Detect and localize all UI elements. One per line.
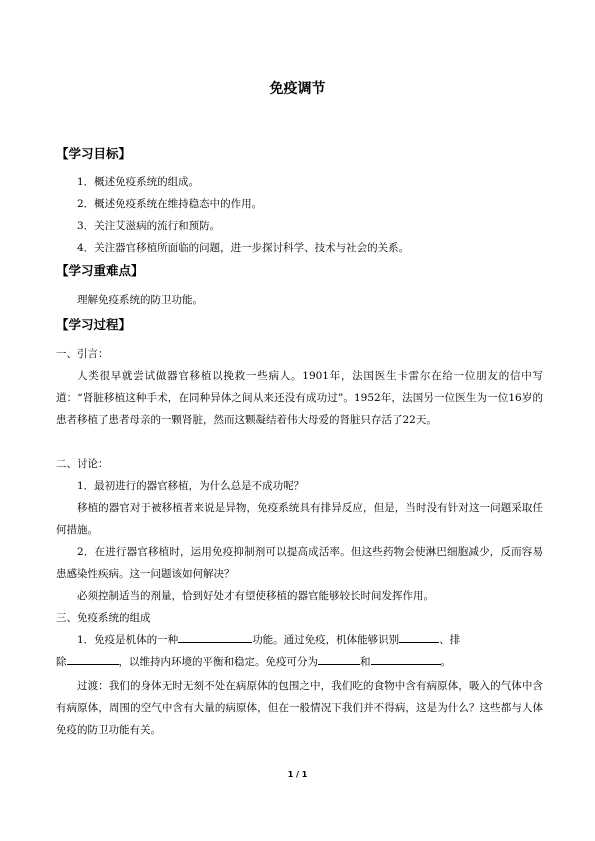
fill-text-1: 1．免疫是机体的一种 (77, 634, 179, 646)
question-2: 2．在进行器官移植时，运用免疫抑制剂可以提高成活率。但这些药物会使淋巴细胞减少，反而容易患感染性疾病。这一问题该如何解决？ (56, 546, 543, 580)
blank-immunity-type-2[interactable] (371, 651, 441, 665)
page-title: 免疫调节 (269, 81, 326, 97)
fill-text-4: 除 (56, 656, 67, 668)
fill-text-7: 。 (440, 656, 451, 668)
objective-item-3: 3．关注艾滋病的流行和预防。 (77, 220, 221, 232)
blank-immune-function[interactable] (178, 629, 252, 643)
intro-paragraph: 人类很早就尝试做器官移植以挽救一些病人。1901年，法国医生卡雷尔在给一位朋友的信中写道：“肾脏移植这种手术，在同种异体之间从来还没有成功过”。1952年，法国另一位医生为一位16岁的患者移植了患者母亲的一颗肾脏，然而这颗凝结着伟大母爱的肾脏只存活了22天。 (56, 370, 543, 426)
objective-item-2: 2．概述免疫系统在维持稳态中的作用。 (77, 198, 263, 210)
transition-paragraph: 过渡：我们的身体无时无刻不处在病原体的包围之中，我们吃的食物中含有病原体，吸入的气体中含有病原体，周围的空气中含有大量的病原体，但在一般情况下我们并不得病，这是为什么？这些都与人体免疫的防卫功能有关。 (56, 680, 543, 736)
blank-eliminate[interactable] (67, 651, 119, 665)
blank-identify[interactable] (399, 629, 439, 643)
objective-item-4: 4．关注器官移植所面临的问题，进一步探讨科学、技术与社会的关系。 (77, 242, 410, 254)
key-points-heading: 【学习重难点】 (56, 263, 144, 278)
objectives-heading: 【学习目标】 (56, 146, 132, 161)
question-1: 1．最初进行的器官移植，为什么总是不成功呢？ (77, 480, 305, 492)
fill-text-2: 功能。通过免疫，机体能够识别 (252, 634, 400, 646)
composition-heading: 三、免疫系统的组成 (56, 612, 151, 624)
blank-immunity-type-1[interactable] (318, 651, 360, 665)
fill-line-1 (77, 629, 460, 651)
intro-heading: 一、引言： (56, 348, 109, 360)
discussion-heading: 二、讨论： (56, 458, 109, 470)
fill-text-5: ，以维持内环境的平衡和稳定。免疫可分为 (118, 656, 318, 668)
fill-line-2 (56, 651, 451, 673)
key-points-text: 理解免疫系统的防卫功能。 (77, 294, 203, 306)
page-number: 1 / 1 (287, 770, 308, 779)
objective-item-1: 1．概述免疫系统的组成。 (77, 176, 200, 188)
answer-2: 必须控制适当的剂量，恰到好处才有望使移植的器官能够较长时间发挥作用。 (77, 590, 434, 602)
answer-1: 移植的器官对于被移植者来说是异物，免疫系统具有排异反应，但是，当时没有针对这一问题采取任何措施。 (56, 502, 543, 536)
fill-text-6: 和 (360, 656, 371, 668)
fill-text-3: 、排 (439, 634, 461, 646)
process-heading: 【学习过程】 (56, 317, 132, 332)
